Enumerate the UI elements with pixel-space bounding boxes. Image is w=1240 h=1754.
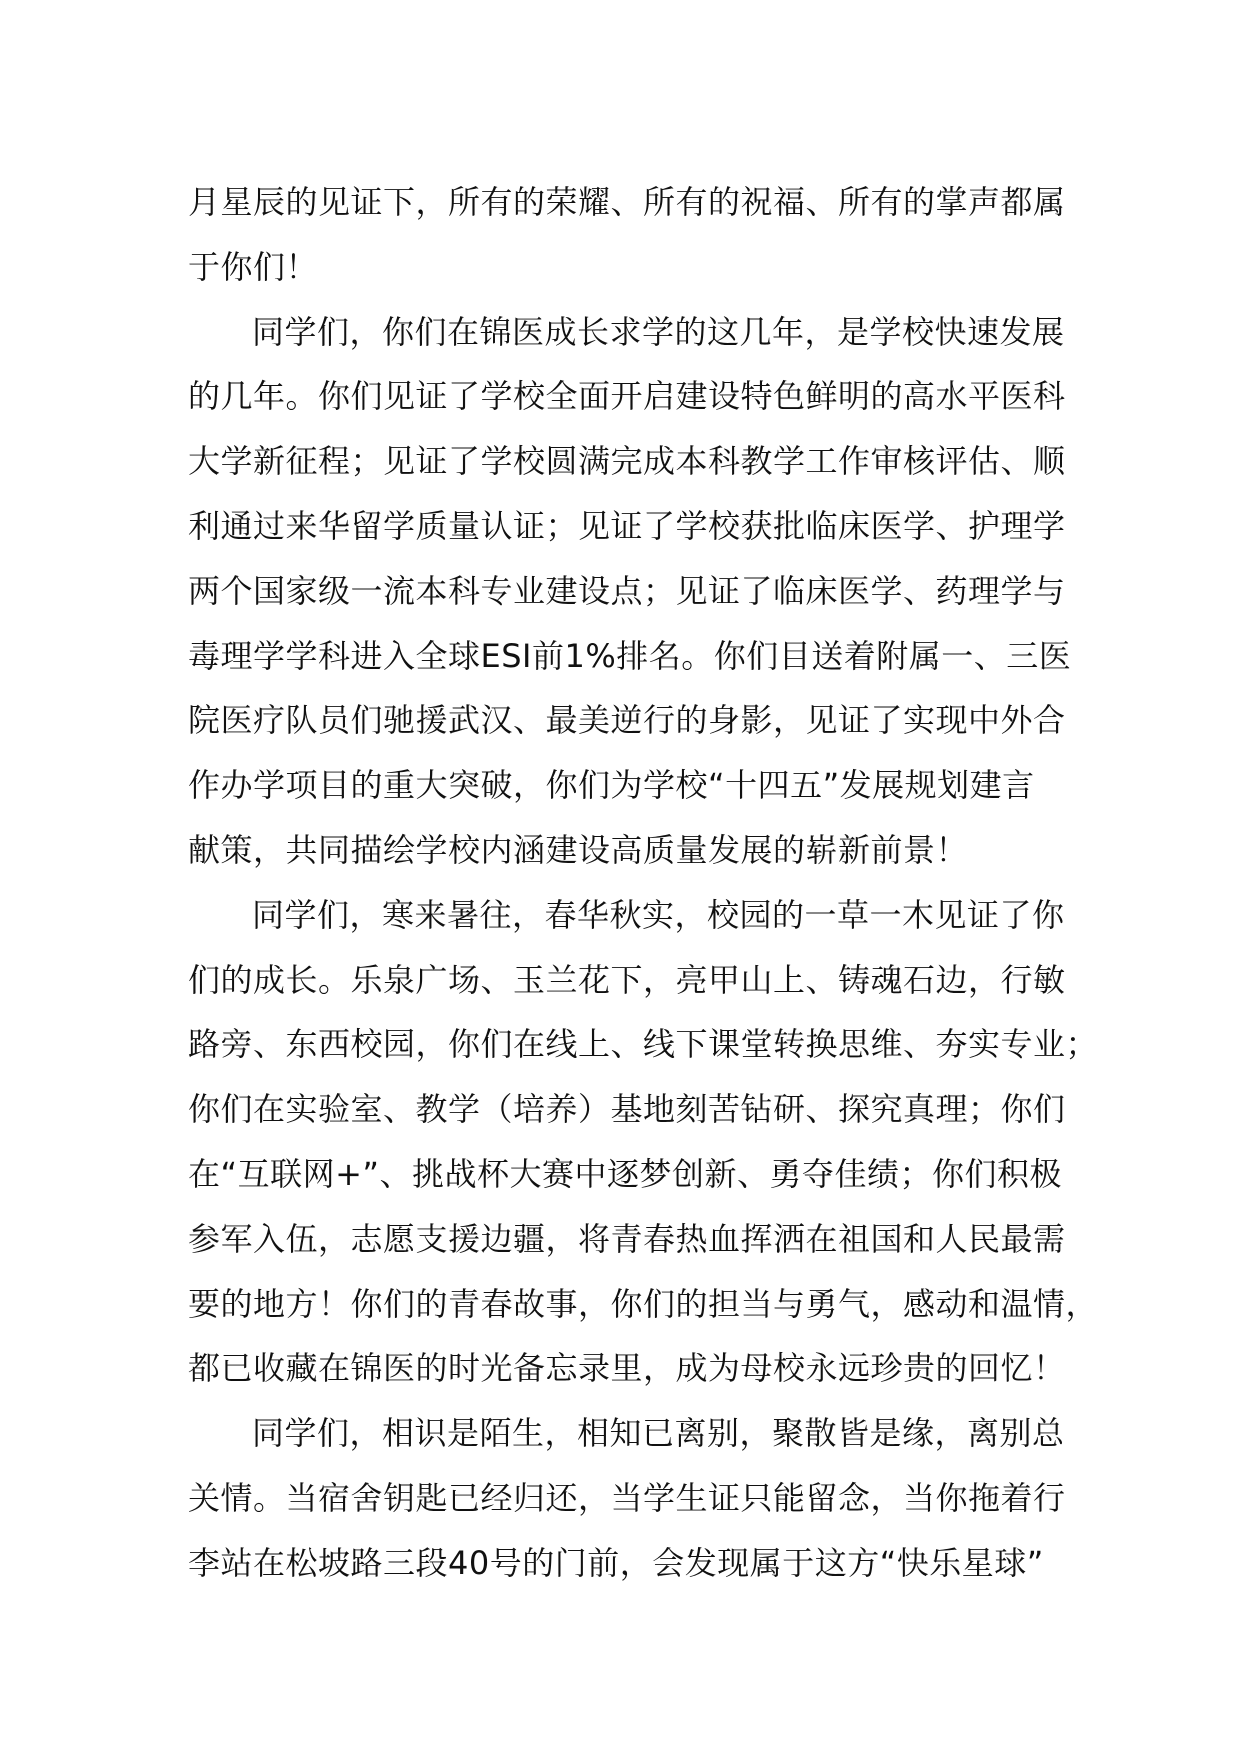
text-line: 月星辰的见证下，所有的荣耀、所有的祝福、所有的掌声都属 [188,183,1066,221]
text-line: 作办学项目的重大突破，你们为学校“十四五”发展规划建言 [188,766,1035,805]
text-line: 关情。当宿舍钥匙已经归还，当学生证只能留念，当你拖着行 [188,1478,1066,1517]
body-text [188,170,1099,1596]
text-line: 李站在松坡路三段40号的门前，会发现属于这方“快乐星球” [188,1543,1044,1582]
text-line: 两个国家级一流本科专业建设点；见证了临床医学、药理学与 [188,571,1066,610]
text-line: 献策，共同描绘学校内涵建设高质量发展的崭新前景！ [188,830,969,869]
text-line: 们的成长。乐泉广场、玉兰花下，亮甲山上、铸魂石边，行敏 [188,960,1066,999]
text-line: 同学们，你们在锦医成长求学的这几年，是学校快速发展 [252,312,1065,351]
text-line: 的几年。你们见证了学校全面开启建设特色鲜明的高水平医科 [188,377,1066,416]
text-line: 路旁、东西校园，你们在线上、线下课堂转换思维、夯实专业； [188,1025,1099,1064]
text-line: 参军入伍，志愿支援边疆，将青春热血挥洒在祖国和人民最需 [188,1219,1066,1258]
text-line: 同学们，相识是陌生，相知已离别，聚散皆是缘，离别总 [252,1414,1065,1453]
text-line: 大学新征程；见证了学校圆满完成本科教学工作审核评估、顺 [188,442,1066,481]
text-line: 毒理学学科进入全球ESI前1%排名。你们目送着附属一、三医 [188,636,1072,675]
text-line: 院医疗队员们驰援武汉、最美逆行的身影，见证了实现中外合 [188,701,1066,740]
text-line: 要的地方！你们的青春故事，你们的担当与勇气，感动和温情， [188,1284,1099,1323]
text-line: 于你们！ [188,247,319,286]
text-line: 都已收藏在锦医的时光备忘录里，成为母校永远珍贵的回忆！ [188,1349,1066,1388]
text-line: 同学们，寒来暑往，春华秋实，校园的一草一木见证了你 [252,895,1065,934]
text-line: 利通过来华留学质量认证；见证了学校获批临床医学、护理学 [188,506,1066,545]
text-line: 你们在实验室、教学（培养）基地刻苦钻研、探究真理；你们 [188,1090,1066,1129]
text-line: 在“互联网+”、挑战杯大赛中逐梦创新、勇夺佳绩；你们积极 [188,1154,1062,1193]
